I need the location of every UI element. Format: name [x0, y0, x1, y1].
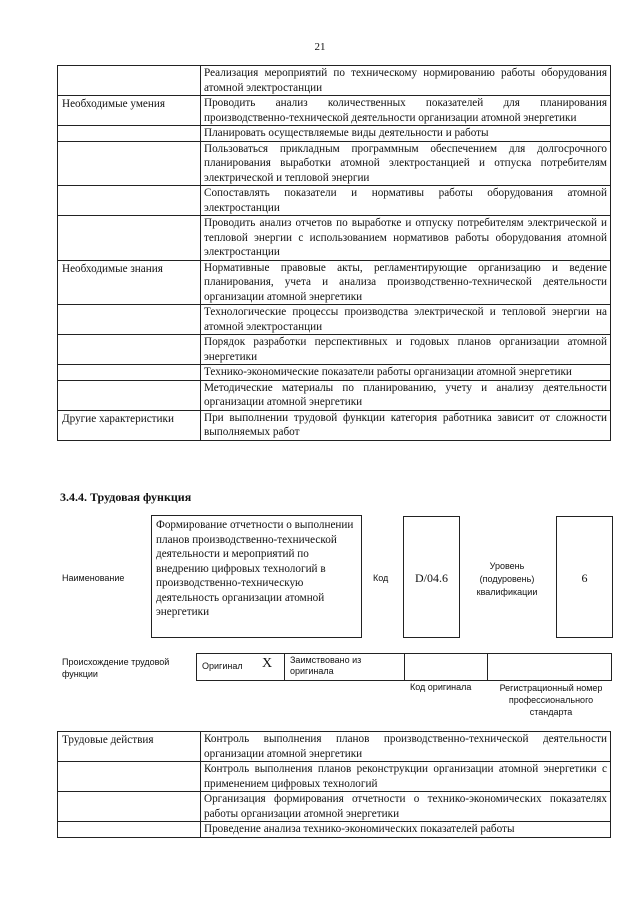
row-label-other: Другие характеристики: [58, 410, 201, 440]
row-label: [58, 365, 201, 381]
row-label: [58, 335, 201, 365]
row-text: Проводить анализ отчетов по выработке и отпуску потребителям электрической и тепловой энергии с использованием нормативов работы оборудования атомной электростанции: [201, 216, 611, 261]
row-text: Сопоставлять показатели и нормативы работы оборудования атомной электростанции: [201, 186, 611, 216]
original-mark: X: [262, 656, 273, 671]
code-value-box: D/04.6: [403, 516, 460, 638]
row-label: [58, 305, 201, 335]
table-row: [58, 186, 611, 216]
origin-divider: [284, 653, 285, 680]
table-row: [58, 822, 611, 838]
code-label: Код: [373, 573, 389, 583]
page-number: 21: [314, 41, 326, 53]
origin-divider: [404, 653, 405, 680]
row-label: [58, 126, 201, 142]
row-label: [58, 762, 201, 792]
row-text: Контроль выполнения планов производственно-технической деятельности организации атомной энергетики: [201, 732, 611, 762]
row-label: [58, 792, 201, 822]
table-row: [58, 141, 611, 186]
table-row: [58, 792, 611, 822]
table-row: [58, 410, 611, 440]
origin-divider: [611, 653, 612, 680]
code-original-caption: Код оригинала: [410, 682, 472, 692]
table-row: [58, 762, 611, 792]
row-label: [58, 216, 201, 261]
row-label: [58, 141, 201, 186]
row-label-skills: Необходимые умения: [58, 96, 201, 126]
actions-table: [57, 731, 611, 838]
row-text: Методические материалы по планированию, учету и анализу деятельности организации атомной энергетики: [201, 380, 611, 410]
function-name-box: Формирование отчетности о выполнении планов производственно-технической деятельности и мероприятий по внедрению цифровых технологий в производственно-техническую деятельность организации атомной энергетики: [151, 515, 362, 638]
row-label: [58, 380, 201, 410]
row-label: [58, 66, 201, 96]
table-row: [58, 732, 611, 762]
original-label: Оригинал: [202, 661, 243, 671]
row-text: При выполнении трудовой функции категория работника зависит от сложности выполняемых работ: [201, 410, 611, 440]
origin-divider: [196, 653, 197, 680]
name-label: Наименование: [62, 573, 125, 583]
origin-label: Происхождение трудовой функции: [62, 657, 170, 679]
table-row: [58, 96, 611, 126]
row-text: Пользоваться прикладным программным обеспечением для долгосрочного планирования выработки атомной электростанцией и отпуска потребителям электрической и тепловой энергии: [201, 141, 611, 186]
table-row: [58, 365, 611, 381]
requirements-table: [57, 65, 611, 441]
row-text: Нормативные правовые акты, регламентирующие организацию и ведение планирования, учета и анализа производственно-технической деятельности организации атомной энергетики: [201, 260, 611, 305]
table-row: [58, 380, 611, 410]
row-text: Планировать осуществляемые виды деятельности и работы: [201, 126, 611, 142]
row-label-actions: Трудовые действия: [58, 732, 201, 762]
row-label-knowledge: Необходимые знания: [58, 260, 201, 305]
table-row: [58, 216, 611, 261]
borrowed-label: Заимствовано из оригинала: [290, 655, 362, 676]
table-row: [58, 305, 611, 335]
row-label: [58, 186, 201, 216]
row-text: Порядок разработки перспективных и годовых планов организации атомной энергетики: [201, 335, 611, 365]
row-text: Реализация мероприятий по техническому нормированию работы оборудования атомной электростанции: [201, 66, 611, 96]
row-text: Технико-экономические показатели работы организации атомной энергетики: [201, 365, 611, 381]
section-title: 3.4.4. Трудовая функция: [60, 490, 192, 504]
reg-number-caption: Регистрационный номер профессионального стандарта: [499, 683, 603, 717]
row-text: Организация формирования отчетности о технико-экономических показателях работы организации атомной энергетики: [201, 792, 611, 822]
row-text: Проводить анализ количественных показателей для планирования производственно-технической деятельности организации атомной энергетики: [201, 96, 611, 126]
row-label: [58, 822, 201, 838]
row-text: Технологические процессы производства электрической и тепловой энергии на атомной электростанции: [201, 305, 611, 335]
level-label: Уровень (подуровень) квалификации: [476, 561, 538, 597]
origin-divider: [487, 653, 488, 680]
row-text: Проведение анализа технико-экономических показателей работы: [201, 822, 611, 838]
table-row: [58, 66, 611, 96]
level-value-box: 6: [556, 516, 613, 638]
table-row: [58, 260, 611, 305]
table-row: [58, 126, 611, 142]
table-row: [58, 335, 611, 365]
row-text: Контроль выполнения планов реконструкции организации атомной энергетики с применением цифровых технологий: [201, 762, 611, 792]
